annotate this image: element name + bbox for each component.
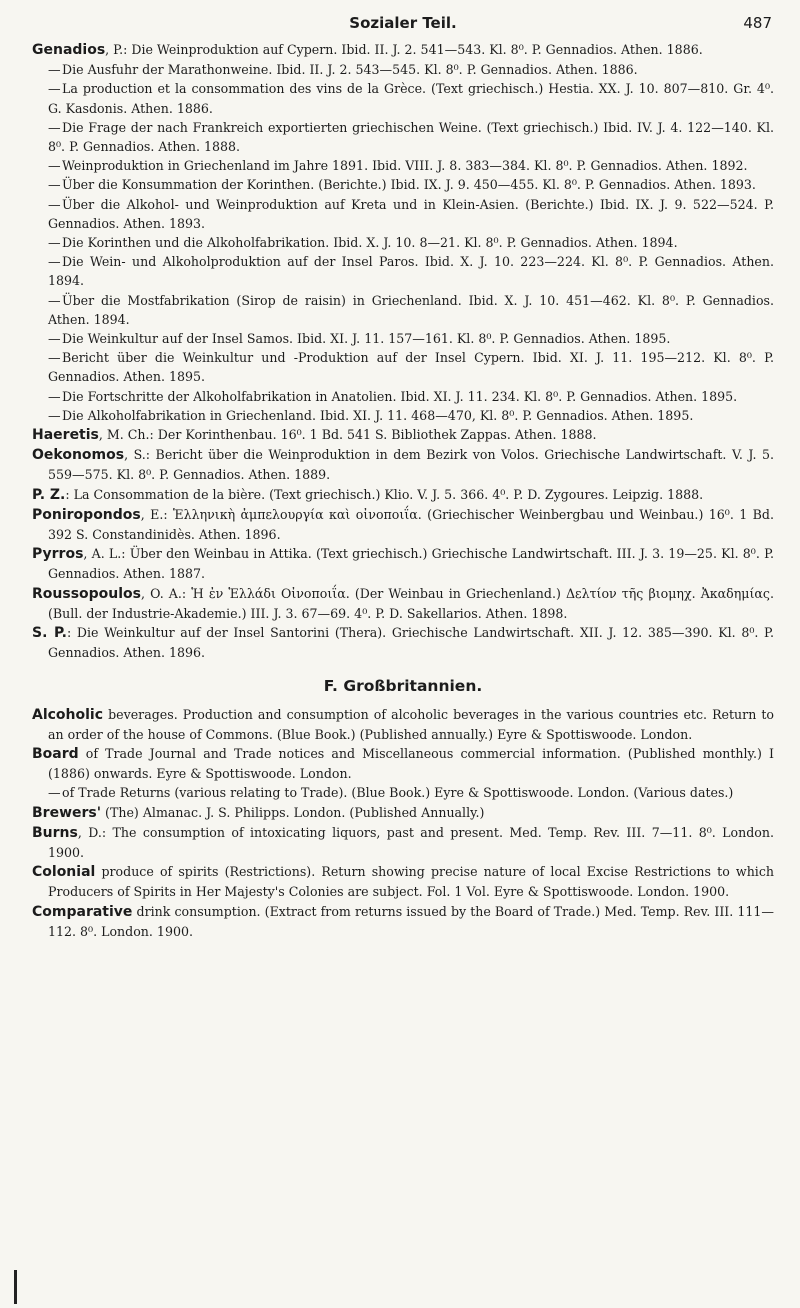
page-header [32,10,774,36]
bibliography-entry [32,387,774,406]
ditto-dash: — [48,81,61,97]
bibliography-entry [32,79,774,117]
entry-author: Board [32,745,79,762]
entry-text: , O. A.: Ἡ ἐν Ἑλλάδι Οἰνοποιΐα. (Der Weinbau in Griechenland.) Δελτίον τῆς βιομηχ. Ἀκαδημίας. (Bull. der Industrie-Akademie.) III. J. 3. 67—69. 4⁰. P. D. Sakellarios. Athen. 1898. [48,585,774,621]
bibliography-entry [32,329,774,348]
entry-text: of Trade Returns (various relating to Trade). (Blue Book.) Eyre & Spottiswoode. London. (Various dates.) [62,785,734,801]
ditto-dash: — [48,119,61,135]
ditto-dash: — [48,388,61,404]
bibliography-entry [32,783,774,802]
entry-text: : La Consommation de la bière. (Text griechisch.) Klio. V. J. 5. 366. 4⁰. P. D. Zygoures. Leipzig. 1888. [65,486,704,502]
entry-text: , S.: Bericht über die Weinproduktion in dem Bezirk von Volos. Griechische Landwirtschaft. V. J. 5. 559—575. Kl. 8⁰. P. Gennadios. Athen. 1889. [48,447,774,483]
ditto-dash: — [48,785,61,801]
bibliography-entry [32,60,774,79]
bibliography-entry [32,744,774,783]
entry-text: , E.: Ἑλληνικὴ ἀμπελουργία καὶ οἰνοποιΐα. (Griechischer Weinbergbau und Weinbau.) 16⁰. 1 Bd. 392 S. Constandinidès. Athen. 1896. [48,506,774,543]
bibliography-entry [32,584,774,623]
entry-author: Oekonomos [32,447,125,464]
entry-author: Haeretis [32,427,99,444]
bibliography-entry [32,118,774,156]
entry-author: Comparative [32,903,133,920]
entry-text: (The) Almanac. J. S. Philipps. London. (Published Annually.) [101,804,485,820]
bibliography-entry [32,485,774,505]
entry-author: Roussopoulos [32,585,142,602]
page-number: 487 [743,14,772,32]
entry-text: drink consumption. (Extract from returns issued by the Board of Trade.) Med. Temp. Rev. III. 111—112. 8⁰. London. 1900. [48,903,774,939]
bibliography-entry [32,156,774,175]
entry-text: produce of spirits (Restrictions). Return showing precise nature of local Excise Restrictions to which Producers of Spirits in Her Majesty's Colonies are subject. Fol. 1 Vol. Eyre & Spottiswoode. London. 1900. [48,864,774,900]
entry-author: P. Z. [32,486,66,503]
entry-author: Poniropondos [32,506,141,523]
entry-text: La production et la consommation des vins de la Grèce. (Text griechisch.) Hestia. XX. J. 10. 807—810. Gr. 4⁰. G. Kasdonis. Athen. 1886. [48,81,774,116]
bibliography-entry [32,862,774,901]
bibliography-entry [32,705,774,744]
entry-author: Brewers' [32,804,102,821]
bibliography-entry [32,175,774,194]
entry-text: beverages. Production and consumption of alcoholic beverages in the various countries etc. Return to an order of the house of Commons. (Blue Book.) (Published annually.) Eyre & Spottiswoode. London. [48,706,774,742]
entry-text: , A. L.: Über den Weinbau in Attika. (Text griechisch.) Griechische Landwirtschaft. III. J. 3. 19—25. Kl. 8⁰. P. Gennadios. Athen. 1887. [48,546,774,582]
ditto-dash: — [48,158,61,174]
bibliography-entry [32,425,774,445]
entry-text: Die Ausfuhr der Marathonweine. Ibid. II. J. 2. 543—545. Kl. 8⁰. P. Gennadios. Athen. 1886. [62,62,638,78]
bibliography-entry [32,195,774,233]
bibliography-entry [32,348,774,386]
entry-text: Die Weinkultur auf der Insel Samos. Ibid. XI. J. 11. 157—161. Kl. 8⁰. P. Gennadios. Athen. 1895. [62,331,671,347]
entry-text: Weinproduktion in Griechenland im Jahre 1891. Ibid. VIII. J. 8. 383—384. Kl. 8⁰. P. Gennadios. Athen. 1892. [62,158,748,174]
bibliography-entry [32,40,774,60]
entry-text: : Die Weinkultur auf der Insel Santorini (Thera). Griechische Landwirtschaft. XII. J. 12. 385—390. Kl. 8⁰. P. Gennadios. Athen. 1896. [48,625,774,661]
entry-author: Pyrros [32,546,84,563]
bibliography-entry [32,544,774,583]
bibliography-entry [32,902,774,941]
entry-text: Die Frage der nach Frankreich exportierten griechischen Weine. (Text griechisch.) Ibid. IV. J. 4. 122—140. Kl. 8⁰. P. Gennadios. Athen. 1888. [48,119,774,155]
ditto-dash: — [48,407,61,423]
page [32,10,774,941]
entry-text: Über die Konsummation der Korinthen. (Berichte.) Ibid. IX. J. 9. 450—455. Kl. 8⁰. P. Gennadios. Athen. 1893. [62,177,756,193]
entry-text: , M. Ch.: Der Korinthenbau. 16⁰. 1 Bd. 541 S. Bibliothek Zappas. Athen. 1888. [98,427,597,443]
bibliography-entry [32,252,774,290]
entry-text: Die Alkoholfabrikation in Griechenland. Ibid. XI. J. 11. 468—470, Kl. 8⁰. P. Gennadios. Athen. 1895. [62,407,694,423]
bibliography-entry [32,291,774,329]
entry-author: Burns [32,824,78,841]
entry-text: Die Fortschritte der Alkoholfabrikation in Anatolien. Ibid. XI. J. 11. 234. Kl. 8⁰. P. Gennadios. Athen. 1895. [62,388,738,404]
ditto-dash: — [48,177,61,193]
entry-author: Genadios [32,42,106,58]
entry-text: of Trade Journal and Trade notices and Miscellaneous commercial information. (Published monthly.) I (1886) onwards. Eyre & Spottiswoode. London. [48,745,774,782]
bibliography-entry [32,623,774,662]
entry-author: S. P. [32,625,67,642]
greece-bibliography [32,40,774,663]
entry-text: Bericht über die Weinkultur und -Produktion auf der Insel Cypern. Ibid. XI. J. 11. 195—212. Kl. 8⁰. P. Gennadios. Athen. 1895. [48,350,774,385]
ditto-dash: — [48,292,61,308]
great-britain-bibliography [32,705,774,941]
bibliography-entry [32,233,774,252]
ditto-dash: — [48,62,61,78]
entry-author: Colonial [32,864,96,881]
entry-text: , P.: Die Weinproduktion auf Cypern. Ibid. II. J. 2. 541—543. Kl. 8⁰. P. Gennadios. Athen. 1886. [105,42,703,57]
section-heading: F. Großbritannien. [323,676,483,695]
bibliography-entry [32,406,774,425]
ditto-dash: — [48,196,61,212]
running-head: Sozialer Teil. [349,14,457,32]
entry-text: , D.: The consumption of intoxicating liquors, past and present. Med. Temp. Rev. III. 7—11. 8⁰. London. 1900. [48,824,774,860]
bibliography-entry [32,823,774,862]
scan-margin-mark [14,1270,17,1304]
ditto-dash: — [48,331,61,347]
ditto-dash: — [48,254,61,270]
entry-text: Über die Alkohol- und Weinproduktion auf Kreta und in Klein-Asien. (Berichte.) Ibid. IX. J. 9. 522—524. P. Gennadios. Athen. 1893. [48,196,774,231]
ditto-dash: — [48,350,61,366]
bibliography-entry [32,445,774,484]
entry-text: Über die Mostfabrikation (Sirop de raisin) in Griechenland. Ibid. X. J. 10. 451—462. Kl. 8⁰. P. Gennadios. Athen. 1894. [48,292,774,327]
ditto-dash: — [48,235,61,251]
bibliography-entry [32,803,774,823]
entry-text: Die Wein- und Alkoholproduktion auf der Insel Paros. Ibid. X. J. 10. 223—224. Kl. 8⁰. P. Gennadios. Athen. 1894. [48,254,774,289]
entry-author: Alcoholic [32,706,104,723]
entry-text: Die Korinthen und die Alkoholfabrikation. Ibid. X. J. 10. 8—21. Kl. 8⁰. P. Gennadios. Athen. 1894. [62,235,678,251]
bibliography-entry [32,505,774,544]
